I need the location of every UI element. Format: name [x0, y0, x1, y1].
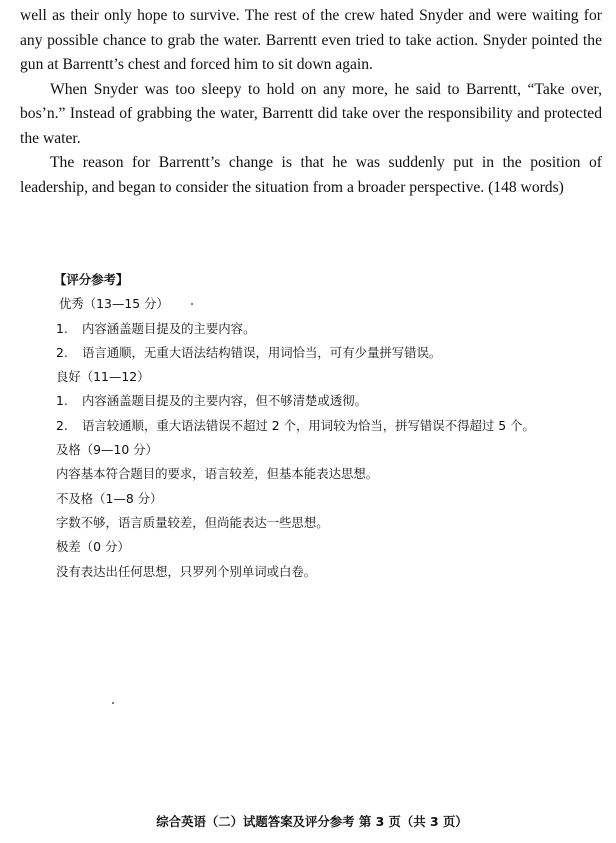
scoring-rubric	[56, 268, 604, 584]
fail-label: 不及格（1—8 分）	[56, 490, 163, 506]
pass-text: 内容基本符合题目的要求，语言较差，但基本能表达思想。	[56, 466, 379, 482]
excellent-item-1	[56, 317, 604, 341]
pass-label: 及格（9—10 分）	[56, 442, 158, 458]
page-footer: 综合英语（二）试题答案及评分参考 第 3 页（共 3 页）	[156, 814, 468, 829]
rubric-title: 【评分参考】	[54, 272, 129, 287]
passage-paragraph-3: The reason for Barrentt’s change is that he was suddenly put in the position of leadership, and began to consider the situation from a broader perspective. (148 words)	[20, 154, 602, 196]
item-number: 1.	[56, 320, 68, 336]
answer-passage	[20, 4, 602, 200]
scan-speck	[191, 303, 193, 305]
item-text: 语言通顺，无重大语法结构错误，用词恰当，可有少量拼写错误。	[82, 344, 442, 360]
item-text: 内容涵盖题目提及的主要内容。	[82, 320, 256, 336]
item-number: 1.	[56, 393, 68, 409]
item-text: 语言较通顺，重大语法错误不超过 2 个，用词较为恰当，拼写错误不得超过 5 个。	[82, 417, 535, 433]
good-label: 良好（11—12）	[56, 369, 150, 385]
passage-paragraph-1: well as their only hope to survive. The rest of the crew hated Snyder and were waiting for any possible chance to grab the water. Barrentt even tried to take action. Snyder pointed the gun at Barrentt’s chest and forced him to sit down again.	[20, 7, 602, 73]
scan-speck	[112, 702, 114, 704]
item-number: 2.	[56, 417, 68, 433]
item-number: 2.	[56, 344, 68, 360]
item-text: 内容涵盖题目提及的主要内容，但不够清楚或透彻。	[82, 393, 367, 409]
excellent-item-2	[56, 341, 604, 365]
excellent-label: 优秀（13—15 分）	[59, 296, 169, 312]
good-item-2	[56, 414, 604, 438]
fail-text: 字数不够，语言质量较差，但尚能表达一些思想。	[56, 514, 329, 530]
worst-label: 极差（0 分）	[56, 539, 130, 555]
passage-paragraph-2: When Snyder was too sleepy to hold on any more, he said to Barrentt, “Take over, bos’n.” Instead of grabbing the water, Barrentt did take over the responsibility and protected the water.	[20, 80, 602, 147]
good-item-1	[56, 389, 604, 413]
worst-text: 没有表达出任何思想，只罗列个别单词或白卷。	[56, 563, 317, 579]
